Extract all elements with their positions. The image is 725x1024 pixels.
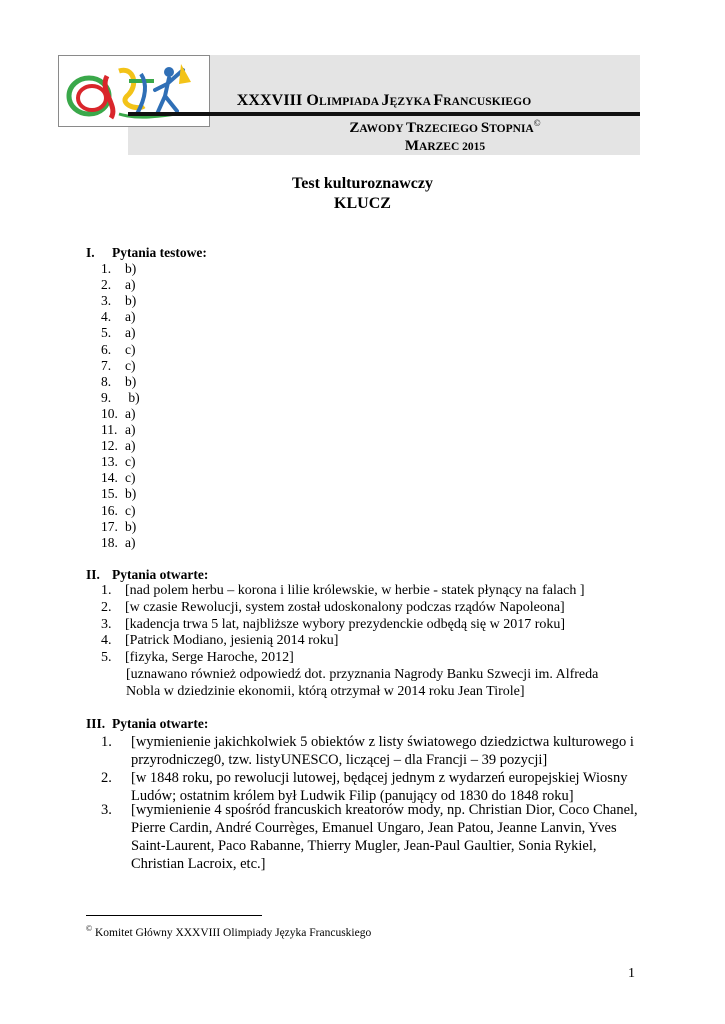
olympiad-title: XXXVIII OLIMPIADA JĘZYKA FRANCUSKIEGO bbox=[236, 92, 532, 109]
competition-date: MARZEC 2015 bbox=[404, 138, 486, 154]
open-answer-number: 4. bbox=[101, 633, 112, 649]
open-answer-text: [w czasie Rewolucji, system został udoskonalony podczas rządów Napoleona] bbox=[125, 599, 565, 615]
open-answer-text: [kadencja trwa 5 lat, najbliższe wybory prezydenckie odbędą się w 2017 roku] bbox=[125, 616, 566, 632]
answer-value: b) bbox=[125, 518, 137, 534]
answer-number: 15. bbox=[101, 486, 118, 502]
answer-row bbox=[101, 406, 136, 422]
answer-row bbox=[101, 261, 136, 277]
answer-number: 14. bbox=[101, 470, 118, 486]
answer-number: 1. bbox=[101, 261, 112, 276]
answer-row bbox=[101, 325, 136, 341]
open-answer-number: 2. bbox=[101, 599, 112, 615]
answer-value: a) bbox=[125, 325, 136, 341]
answer-row bbox=[101, 470, 136, 486]
answer-number: 18. bbox=[101, 534, 118, 550]
section-3-item-3: 3. [wymienienie 4 spośród francuskich kreatorów mody, np. Christian Dior, Coco Chanel, Pierre Cardin, André Courrèges, Emanuel Ungaro, Jean Patou, Jeanne Lanvin, Yves Saint-Laurent, Paco Rabanne, Thierry Mugler, Jean-Paul Gaultier, Sonia Rykiel, Christian Lacroix, etc.] bbox=[101, 802, 638, 872]
answer-number: 13. bbox=[101, 454, 118, 470]
section-2-note-line-2: Nobla w dziedzinie ekonomii, którą otrzymał w 2014 roku Jean Tirole] bbox=[126, 684, 525, 699]
answer-number: 2. bbox=[101, 277, 112, 293]
open-answer-number: 1. bbox=[101, 583, 112, 598]
answer-number: 6. bbox=[101, 341, 112, 357]
answer-row bbox=[101, 390, 140, 406]
answer-number: 12. bbox=[101, 438, 118, 454]
section-2-heading: II. Pytania otwarte: bbox=[86, 567, 209, 582]
answer-row bbox=[101, 519, 136, 535]
footnote-rule bbox=[86, 915, 262, 916]
page-subtitle: KLUCZ bbox=[334, 195, 391, 212]
olympiad-logo bbox=[58, 55, 210, 127]
answer-number: 16. bbox=[101, 502, 118, 518]
answer-row bbox=[101, 309, 136, 325]
answer-value: c) bbox=[125, 470, 136, 486]
answer-value: a) bbox=[125, 534, 136, 550]
answer-row bbox=[101, 535, 136, 551]
open-answer-row bbox=[101, 600, 661, 616]
answer-row bbox=[101, 277, 136, 293]
section-3-item-2: 2. [w 1848 roku, po rewolucji lutowej, będącej jednym z wydarzeń europejskiej Wiosny Ludów; ostatnim królem był Ludwik Filip (panujący od 1830 do 1848 roku] bbox=[101, 770, 628, 804]
answer-row bbox=[101, 374, 136, 390]
page-number: 1 bbox=[628, 966, 635, 981]
answer-number: 3. bbox=[101, 293, 112, 309]
open-answer-row bbox=[101, 650, 661, 666]
answer-value: a) bbox=[125, 438, 136, 454]
open-answer-row bbox=[101, 633, 661, 649]
open-answer-number: 5. bbox=[101, 650, 112, 666]
answer-number: 5. bbox=[101, 325, 112, 341]
section-3-heading: III. Pytania otwarte: bbox=[86, 716, 209, 731]
answer-value: b) bbox=[125, 373, 137, 389]
answer-row bbox=[101, 486, 136, 502]
answer-number: 10. bbox=[101, 405, 118, 421]
answer-row bbox=[101, 422, 136, 438]
answer-value: c) bbox=[125, 357, 136, 373]
answer-value: a) bbox=[125, 422, 136, 437]
footnote: © Komitet Główny XXXVIII Olimpiady Języka Francuskiego bbox=[86, 924, 372, 939]
open-answer-row bbox=[101, 583, 661, 599]
answer-number: 4. bbox=[101, 309, 112, 325]
answer-row bbox=[101, 438, 136, 454]
answer-row bbox=[101, 342, 136, 358]
answer-value: a) bbox=[125, 405, 136, 421]
answer-row bbox=[101, 503, 136, 519]
open-answer-text: [fizyka, Serge Haroche, 2012] bbox=[125, 650, 294, 666]
answer-value: c) bbox=[125, 341, 136, 357]
answer-value: b) bbox=[125, 486, 137, 502]
answer-row bbox=[101, 358, 136, 374]
answer-row bbox=[101, 293, 136, 309]
open-answer-number: 3. bbox=[101, 616, 112, 632]
open-answer-text: [nad polem herbu – korona i lilie królewskie, w herbie - statek płynący na falach ] bbox=[125, 583, 585, 598]
answer-number: 17. bbox=[101, 518, 118, 534]
section-2-note-line-1: [uznawano również odpowiedź dot. przyznania Nagrody Banku Szwecji im. Alfreda bbox=[126, 667, 599, 682]
answer-number: 7. bbox=[101, 357, 112, 373]
open-answer-row bbox=[101, 617, 661, 633]
answer-number: 9. bbox=[101, 389, 112, 405]
answer-value: c) bbox=[125, 454, 136, 470]
header-rule bbox=[128, 112, 640, 116]
answer-value: a) bbox=[125, 309, 136, 325]
page-title: Test kulturoznawczy bbox=[292, 175, 433, 192]
competition-stage: ZAWODY TRZECIEGO STOPNIA© bbox=[349, 118, 541, 136]
section-1-heading: I. Pytania testowe: bbox=[86, 245, 207, 260]
answer-value: b) bbox=[125, 293, 137, 309]
answer-number: 11. bbox=[101, 422, 118, 437]
open-answer-text: [Patrick Modiano, jesienią 2014 roku] bbox=[125, 633, 339, 649]
answer-value: b) bbox=[125, 389, 140, 405]
answer-row bbox=[101, 454, 136, 470]
answer-value: c) bbox=[125, 502, 136, 518]
answer-value: b) bbox=[125, 261, 137, 276]
answer-number: 8. bbox=[101, 373, 112, 389]
answer-value: a) bbox=[125, 277, 136, 293]
section-3-item-1: 1. [wymienienie jakichkolwiek 5 obiektów z listy światowego dziedzictwa kulturowego i przyrodniczeg0, tzw. listyUNESCO, liczącej – dla Francji – 39 pozycji] bbox=[101, 734, 634, 768]
